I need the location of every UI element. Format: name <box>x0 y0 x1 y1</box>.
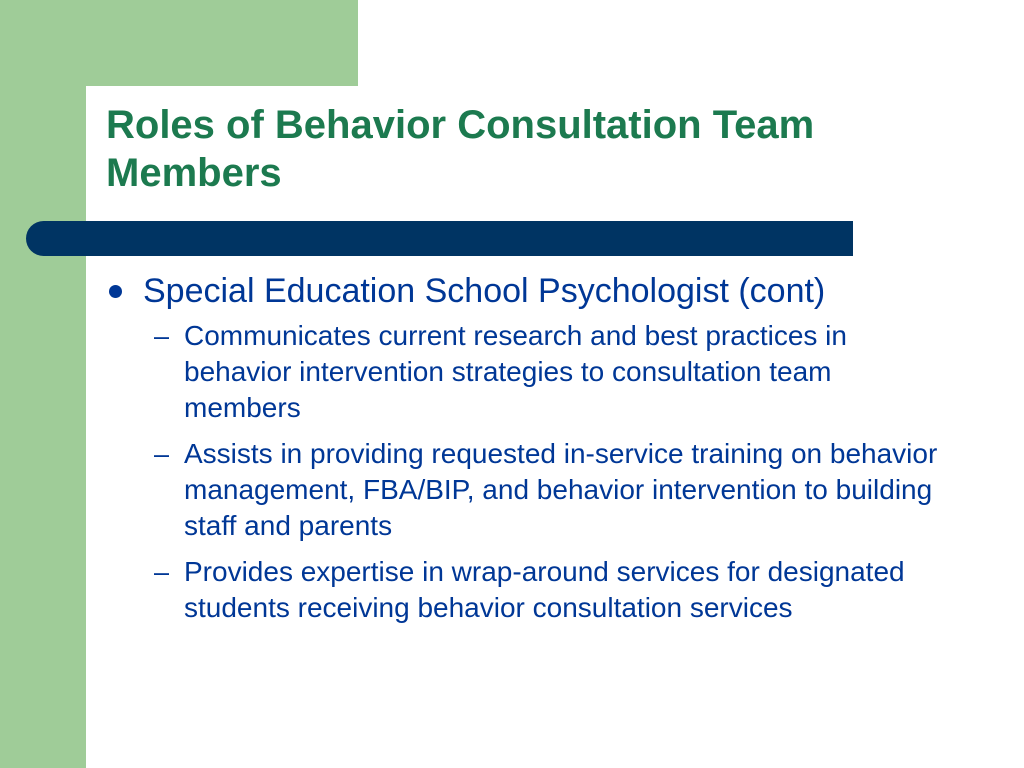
dash-icon: – <box>154 557 170 587</box>
slide-content <box>106 269 986 636</box>
bullet-dot-icon <box>109 285 122 298</box>
sub-bullet-text: Provides expertise in wrap-around services for designated students receiving behavior consultation services <box>184 556 905 623</box>
green-top-panel <box>0 0 358 86</box>
sub-bullet-item <box>106 554 986 626</box>
slide-title: Roles of Behavior Consultation Team Members <box>106 103 815 195</box>
green-side-panel <box>0 0 86 768</box>
sub-bullet-list <box>106 318 986 626</box>
main-bullet <box>106 269 986 313</box>
sub-bullet-text: Assists in providing requested in-service training on behavior management, FBA/BIP, and behavior intervention to building staff and parents <box>184 438 938 541</box>
dash-icon: – <box>154 321 170 351</box>
title-divider-bar <box>26 221 853 256</box>
sub-bullet-item <box>106 318 986 426</box>
sub-bullet-text: Communicates current research and best practices in behavior intervention strategies to consultation team members <box>184 320 847 423</box>
dash-icon: – <box>154 439 170 469</box>
main-bullet-text: Special Education School Psychologist (cont) <box>143 272 826 310</box>
sub-bullet-item <box>106 436 986 544</box>
